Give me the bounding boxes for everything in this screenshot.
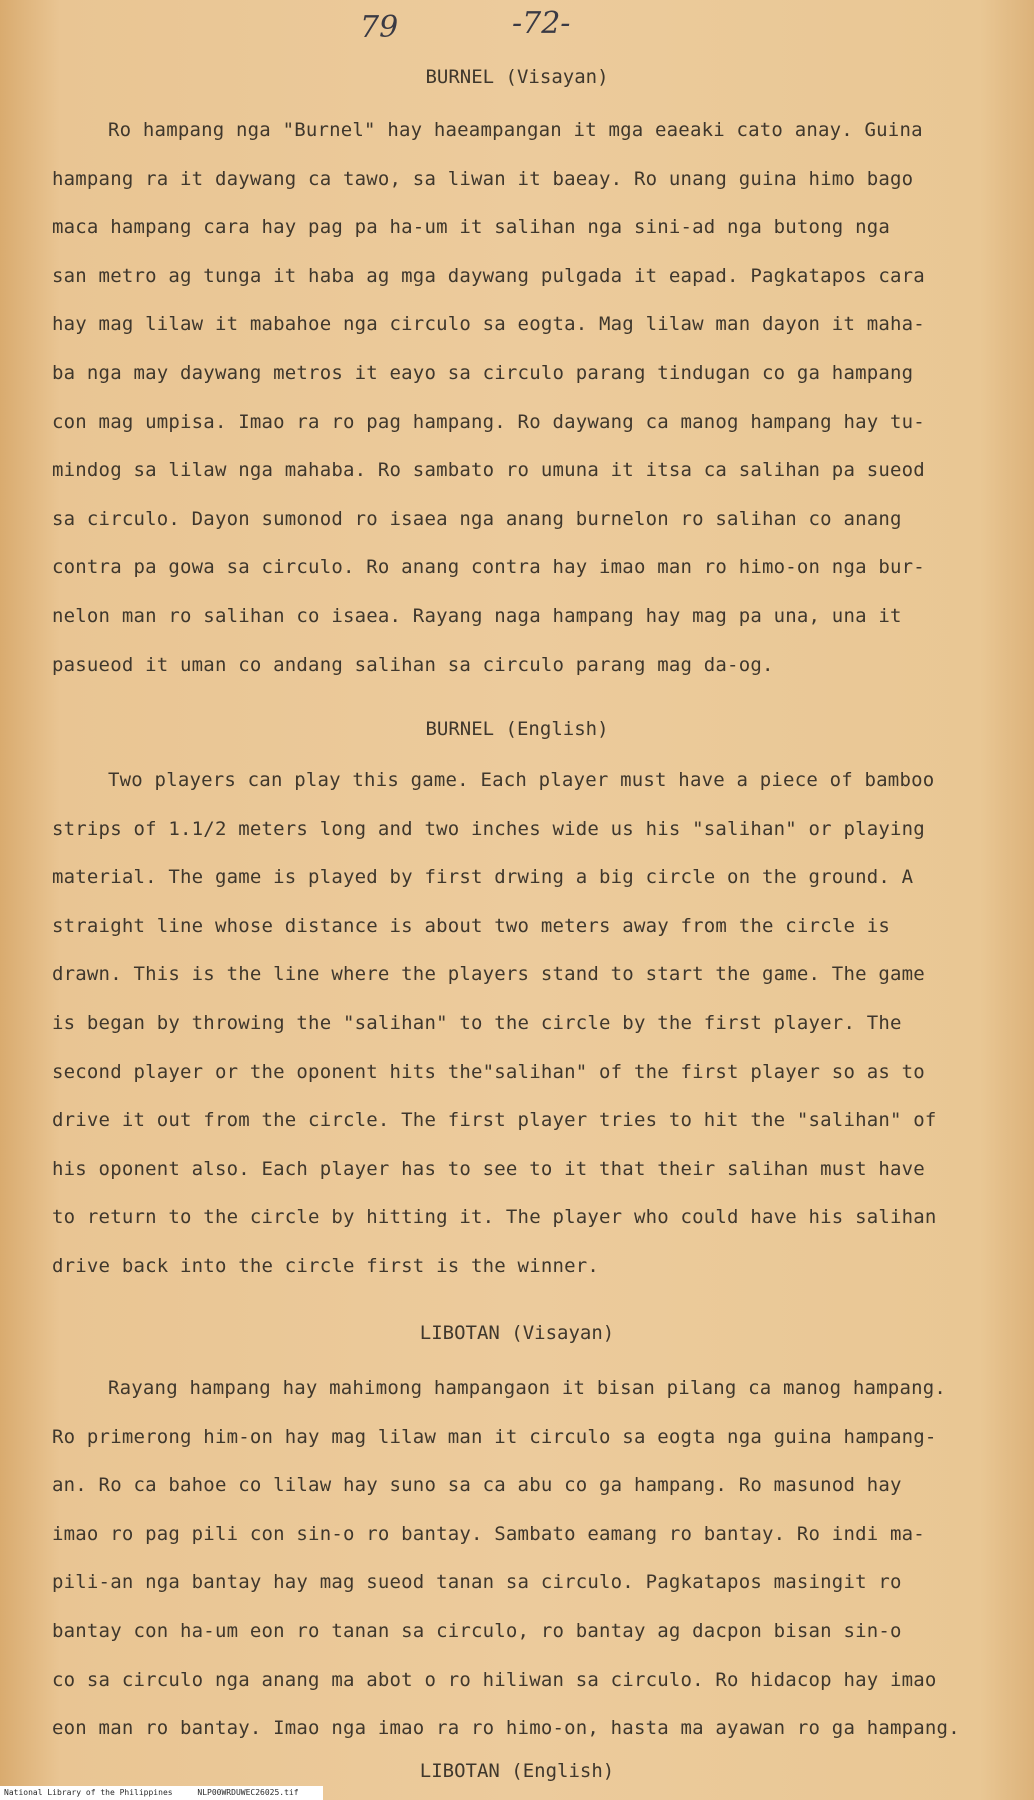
text-line: Ro primerong him-on hay mag lilaw man it circulo sa eogta nga guina hampang- (52, 1425, 937, 1448)
section-heading: LIBOTAN (English) (419, 1760, 615, 1782)
text-line: hay mag lilaw it mabahoe nga circulo sa eogta. Mag lilaw man dayon it maha- (52, 313, 925, 336)
page-number-typed: -72- (512, 6, 571, 41)
scan-footer (0, 1786, 323, 1800)
section-heading: BURNEL (Visayan) (425, 66, 609, 88)
section-heading: BURNEL (English) (425, 718, 609, 740)
text-line: sa circulo. Dayon sumonod ro isaea nga anang burnelon ro salihan co anang (52, 507, 902, 530)
text-line: drawn. This is the line where the players stand to start the game. The game (52, 963, 925, 986)
text-line: pili-an nga bantay hay mag sueod tanan sa circulo. Pagkatapos masingit ro (52, 1571, 902, 1594)
section-paragraph (52, 1364, 1012, 1753)
footer-filename: NLP00WRDUWEC26025.tif (197, 1788, 299, 1797)
text-line: is began by throwing the "salihan" to the circle by the first player. The (52, 1011, 902, 1034)
text-line: pasueod it uman co andang salihan sa circulo parang mag da-og. (52, 653, 774, 676)
text-line: co sa circulo nga anang ma abot o ro hiliwan sa circulo. Ro hidacop hay imao (52, 1668, 937, 1691)
text-line: drive it out from the circle. The first player tries to hit the "salihan" of (52, 1109, 937, 1132)
text-line: straight line whose distance is about two meters away from the circle is (52, 914, 891, 937)
text-line: drive back into the circle first is the winner. (52, 1254, 600, 1277)
text-line: Rayang hampang hay mahimong hampangaon it bisan pilang ca manog hampang. (108, 1377, 947, 1399)
text-line: con mag umpisa. Imao ra ro pag hampang. Ro daywang ca manog hampang hay tu- (52, 410, 925, 433)
section-paragraph (52, 106, 1012, 689)
text-line: an. Ro ca bahoe co lilaw hay suno sa ca abu co ga hampang. Ro masunod hay (52, 1474, 902, 1497)
text-line: san metro ag tunga it haba ag mga daywang pulgada it eapad. Pagkatapos cara (52, 264, 925, 287)
text-line: second player or the oponent hits the"salihan" of the first player so as to (52, 1060, 925, 1083)
section-paragraph (52, 756, 1012, 1291)
text-line: strips of 1.1/2 meters long and two inches wide us his "salihan" or playing (52, 817, 925, 840)
text-line: to return to the circle by hitting it. The player who could have his salihan (52, 1206, 937, 1229)
footer-institution: National Library of the Philippines (4, 1788, 173, 1797)
text-line: mindog sa lilaw nga mahaba. Ro sambato ro umuna it itsa ca salihan pa sueod (52, 459, 925, 482)
text-line: maca hampang cara hay pag pa ha-um it salihan nga sini-ad nga butong nga (52, 216, 891, 239)
text-line: hampang ra it daywang ca tawo, sa liwan it baeay. Ro unang guina himo bago (52, 167, 914, 190)
text-line: ba nga may daywang metros it eayo sa circulo parang tindugan co ga hampang (52, 361, 914, 384)
section-heading: LIBOTAN (Visayan) (419, 1322, 615, 1344)
text-line: Two players can play this game. Each player must have a piece of bamboo (108, 769, 935, 791)
text-line: eon man ro bantay. Imao nga imao ra ro himo-on, hasta ma ayawan ro ga hampang. (52, 1717, 960, 1740)
text-line: nelon man ro salihan co isaea. Rayang naga hampang hay mag pa una, una it (52, 604, 902, 627)
text-line: material. The game is played by first drwing a big circle on the ground. A (52, 866, 914, 889)
text-line: Ro hampang nga "Burnel" hay haeampangan it mga eaeaki cato anay. Guina (108, 119, 923, 141)
text-line: contra pa gowa sa circulo. Ro anang contra hay imao man ro himo-on nga bur- (52, 556, 925, 579)
text-line: imao ro pag pili con sin-o ro bantay. Sambato eamang ro bantay. Ro indi ma- (52, 1522, 925, 1545)
page-number-handwritten: 79 (360, 10, 399, 45)
text-line: bantay con ha-um eon ro tanan sa circulo, ro bantay ag dacpon bisan sin-o (52, 1619, 902, 1642)
text-line: his oponent also. Each player has to see to it that their salihan must have (52, 1157, 925, 1180)
